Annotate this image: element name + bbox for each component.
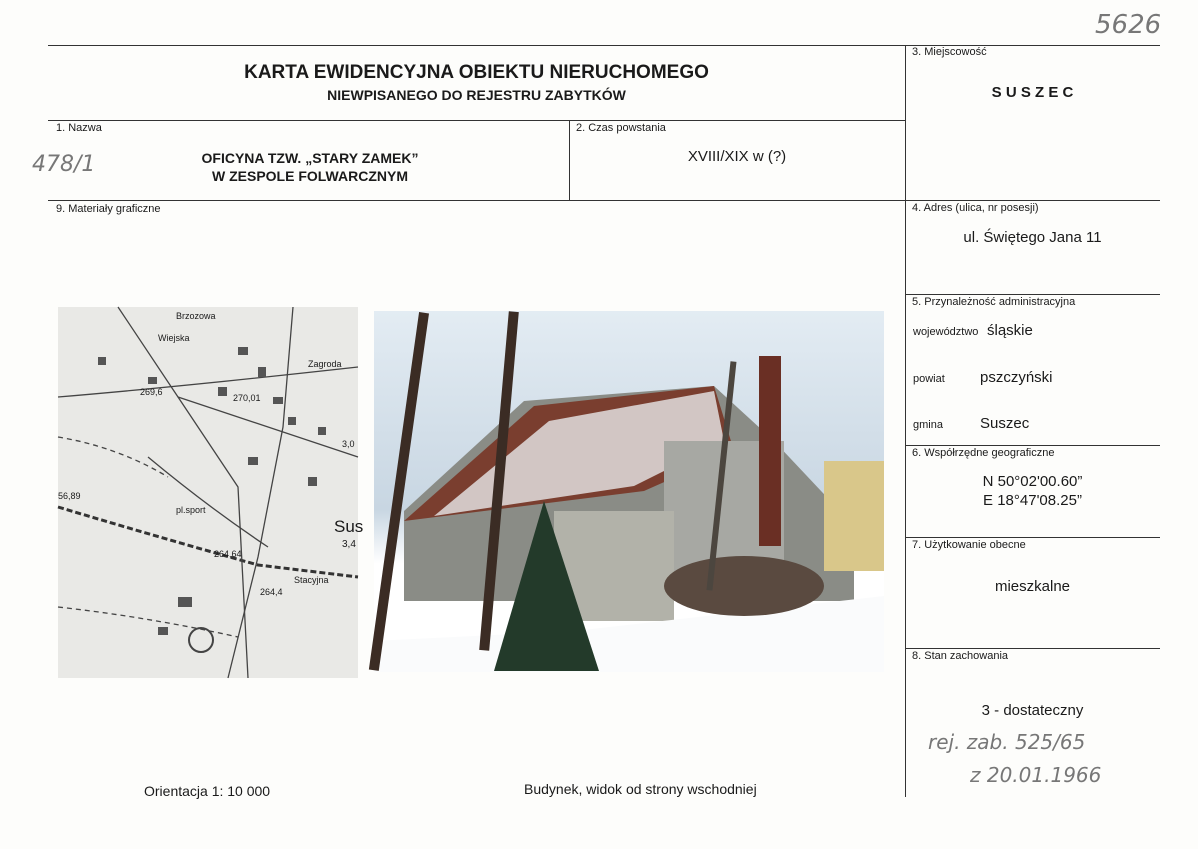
divider — [48, 200, 1160, 201]
photo-caption: Budynek, widok od strony wschodniej — [524, 781, 757, 797]
powiat-value: pszczyński — [980, 369, 1053, 386]
czas-label: 2. Czas powstania — [576, 122, 666, 134]
map-label: Stacyjna — [294, 575, 329, 585]
map-label: 270,01 — [233, 393, 261, 403]
map-label: 264,64 — [214, 549, 242, 559]
adres-label: 4. Adres (ulica, nr posesji) — [912, 202, 1039, 214]
divider — [905, 537, 1160, 538]
nazwa-value — [150, 149, 470, 185]
uzytkowanie-label: 7. Użytkowanie obecne — [912, 539, 1026, 551]
handwritten-register: rej. zab. 525/65 — [928, 730, 1086, 754]
map-label: Brzozowa — [176, 311, 216, 321]
nazwa-line2: W ZESPOLE FOLWARCZNYM — [212, 168, 408, 184]
handwritten-number: 5626 — [1095, 10, 1162, 40]
map-label: 3,4 — [342, 539, 356, 550]
map-label: 264,4 — [260, 587, 283, 597]
nazwa-line1: OFICYNA TZW. „STARY ZAMEK” — [201, 150, 419, 166]
map-label: 56,89 — [58, 491, 81, 501]
map-label: 269,6 — [140, 387, 163, 397]
top-rule — [48, 45, 1160, 46]
materialy-label: 9. Materiały graficzne — [56, 203, 161, 215]
divider — [48, 120, 905, 121]
column-divider — [905, 45, 906, 797]
map-label: 3,0 — [342, 439, 355, 449]
stan-value: 3 - dostateczny — [981, 702, 1084, 719]
wojewodztwo-value: śląskie — [987, 322, 1033, 339]
page-title: KARTA EWIDENCYJNA OBIEKTU NIERUCHOMEGO — [244, 62, 709, 83]
wojewodztwo-key: województwo — [913, 326, 979, 338]
divider — [905, 445, 1160, 446]
wspolrzedne-label: 6. Współrzędne geograficzne — [912, 447, 1055, 459]
czas-value: XVIII/XIX w (?) — [687, 148, 787, 165]
building-photo — [374, 311, 884, 672]
coord-e: E 18°47'08.25” — [983, 492, 1082, 509]
map-label: Zagroda — [308, 359, 342, 369]
handwritten-inventory: 478/1 — [32, 152, 96, 177]
map-label: Sus — [334, 517, 364, 536]
map-label: pl.sport — [176, 505, 206, 515]
map-label: Wiejska — [158, 333, 190, 343]
powiat-key: powiat — [913, 373, 945, 385]
stan-label: 8. Stan zachowania — [912, 650, 1009, 662]
gmina-value: Suszec — [980, 415, 1030, 432]
map-caption: Orientacja 1: 10 000 — [144, 783, 271, 799]
location-map — [58, 307, 364, 678]
nazwa-label: 1. Nazwa — [56, 122, 102, 134]
page-subtitle: NIEWPISANEGO DO REJESTRU ZABYTKÓW — [327, 87, 626, 103]
handwritten-date: z 20.01.1966 — [970, 763, 1102, 787]
miejscowosc-value: S U S Z E C — [991, 84, 1074, 101]
adres-value: ul. Świętego Jana 11 — [963, 229, 1102, 246]
uzytkowanie-value: mieszkalne — [994, 578, 1071, 595]
coord-n: N 50°02'00.60” — [982, 473, 1083, 490]
gmina-key: gmina — [913, 419, 943, 431]
divider — [905, 294, 1160, 295]
przynaleznosc-label: 5. Przynależność administracyjna — [912, 296, 1076, 308]
miejscowosc-label: 3. Miejscowość — [912, 46, 987, 58]
divider — [905, 648, 1160, 649]
photo-drawing — [374, 311, 884, 672]
